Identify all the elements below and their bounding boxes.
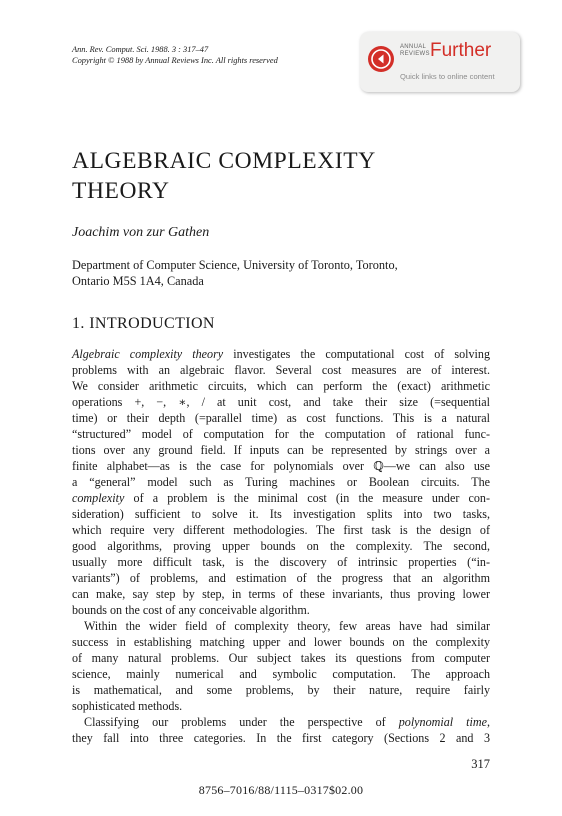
further-subtitle: Quick links to online content <box>400 72 495 81</box>
body-line: time) or their depth (=parallel time) as cost functions. This is a natural <box>72 411 490 425</box>
journal-copyright: Copyright © 1988 by Annual Reviews Inc. All rights reserved <box>72 56 278 65</box>
body-line: success in establishing matching upper and lower bounds on the complexity <box>72 635 490 649</box>
body-line: of many natural problems. Our subject takes its questions from computer <box>72 651 490 665</box>
body-line: they fall into three categories. In the first category (Sections 2 and 3 <box>72 731 490 745</box>
play-arrow-icon <box>368 46 394 72</box>
journal-citation: Ann. Rev. Comput. Sci. 1988. 3 : 317–47 <box>72 45 209 54</box>
body-line: good algorithms, proving upper bounds on the complexity. The second, <box>72 539 490 553</box>
page-number: 317 <box>471 757 490 771</box>
body-text <box>72 346 490 746</box>
body-line: is mathematical, and some problems, by their nature, require fairly <box>72 683 490 697</box>
further-links-badge[interactable] <box>360 32 520 92</box>
body-line: which require very different methodologies. The first task is the design of <box>72 523 490 537</box>
body-line: can make, say step by step, in terms of these invariants, thus proving lower <box>72 587 490 601</box>
body-line: “structured” model of computation for the computation of rational func- <box>72 427 490 441</box>
title-line-2: THEORY <box>72 178 170 204</box>
body-line: problems with an algebraic flavor. Several cost measures are of interest. <box>72 363 490 377</box>
title-line-1: ALGEBRAIC COMPLEXITY <box>72 148 376 174</box>
body-line: usually more difficult task, is the discovery of intrinsic properties (“in- <box>72 555 490 569</box>
body-line: Within the wider field of complexity theory, few areas have had similar <box>84 619 490 633</box>
body-line: We consider arithmetic circuits, which can perform the (exact) arithmetic <box>72 379 490 393</box>
body-line: variants”) of problems, and estimation of the progress that an algorithm <box>72 571 490 585</box>
term-emphasis: complexity <box>72 491 125 505</box>
affiliation-line-1: Department of Computer Science, University of Toronto, Toronto, <box>72 258 398 272</box>
body-line: sideration) sufficient to solve it. Its investigation splits into two tasks, <box>72 507 490 521</box>
author-affiliation <box>72 257 398 289</box>
section-heading: 1. INTRODUCTION <box>72 315 215 332</box>
article-title <box>72 146 376 206</box>
body-line: a “general” model such as Turing machines or Boolean circuits. The <box>72 475 490 489</box>
body-line: Algebraic complexity theory investigates the computational cost of solving <box>72 347 490 361</box>
article-code: 8756–7016/88/1115–0317$02.00 <box>198 783 364 797</box>
body-line: finite alphabet—as is the case for polynomials over ℚ—we can also use <box>72 459 490 473</box>
body-line: science, mainly numerical and symbolic computation. The approach <box>72 667 490 681</box>
body-line: complexity of a problem is the minimal cost (in the measure under con- <box>72 491 490 505</box>
author-name: Joachim von zur Gathen <box>72 225 210 240</box>
further-wordmark: Further <box>430 40 492 61</box>
term-emphasis: Algebraic complexity theory <box>72 347 224 361</box>
body-line: operations +, −, ∗, / at unit cost, and take their size (=sequential <box>72 395 490 409</box>
body-line: tions over any ground field. If inputs can be represented by strings over a <box>72 443 490 457</box>
body-line: bounds on the cost of any conceivable algorithm. <box>72 603 310 617</box>
annual-reviews-label: ANNUAL REVIEWS <box>400 44 430 57</box>
term-emphasis: polynomial time <box>398 715 487 729</box>
body-line: sophisticated methods. <box>72 699 183 713</box>
affiliation-line-2: Ontario M5S 1A4, Canada <box>72 274 204 288</box>
body-line: Classifying our problems under the perspective of polynomial time, <box>84 715 490 729</box>
journal-header <box>72 44 352 66</box>
